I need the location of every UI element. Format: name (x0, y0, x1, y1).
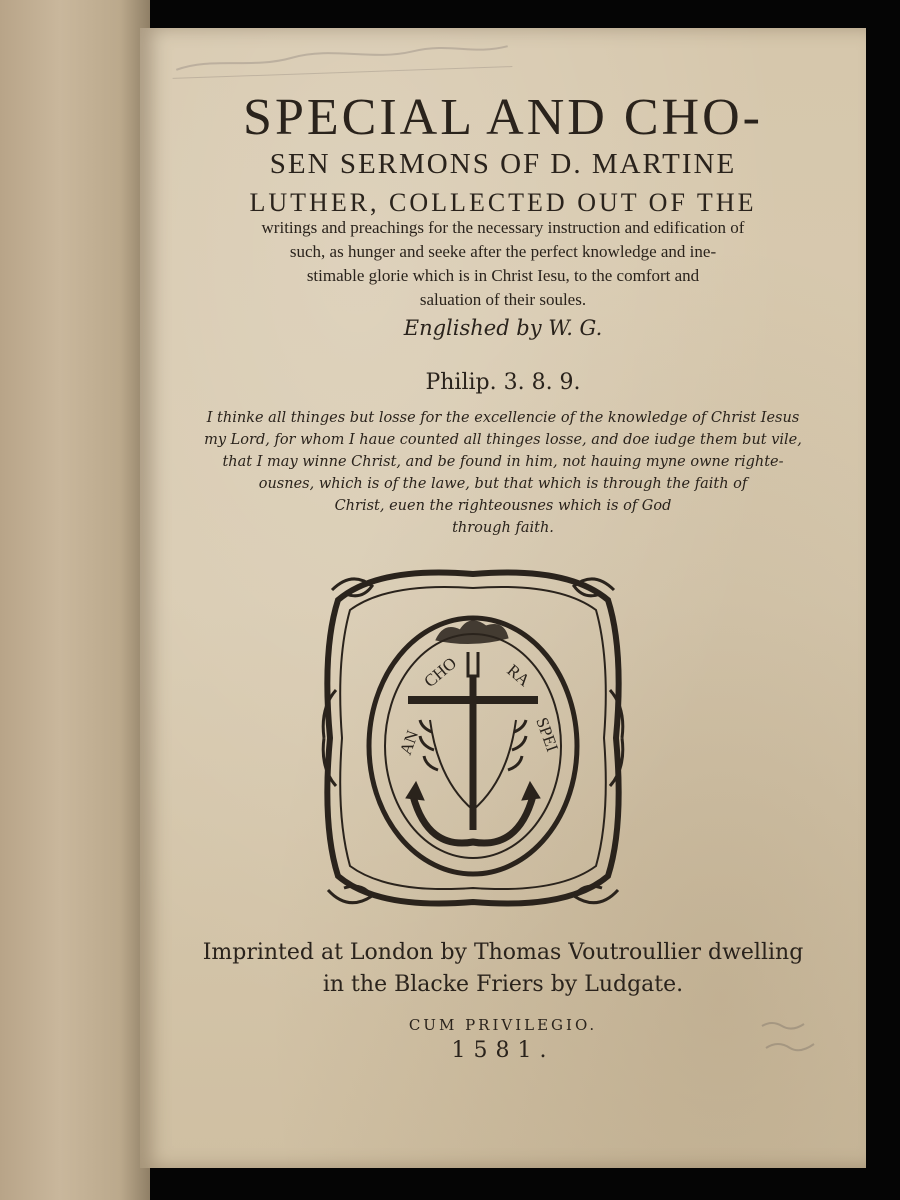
title-line-5: such, as hunger and seeke after the perfect knowledge and ine- (289, 242, 717, 261)
faded-ink-inscription (172, 38, 513, 79)
publication-year: 1581. (451, 1038, 555, 1063)
emblem-text-ra: RA (503, 660, 534, 691)
imprint-line-2: in the Blacke Friers by Ludgate. (322, 972, 684, 997)
quote-line-5: Christ, euen the righteousnes which is of God (334, 498, 672, 514)
quote-line-1: I thinke all thinges but losse for the excellencie of the knowledge of Christ Iesus (206, 410, 800, 426)
quote-line-4: ousnes, which is of the lawe, but that which is through the faith of (258, 476, 748, 492)
title-line-4: writings and preachings for the necessary instruction and edification of (261, 218, 745, 237)
imprint-line-1: Imprinted at London by Thomas Voutroullier dwelling (202, 940, 804, 965)
translator-credit: Englished by W. G. (403, 316, 603, 340)
quote-line-2: my Lord, for whom I haue counted all thinges losse, and doe iudge them but vile, (204, 432, 802, 448)
title-line-6: stimable glorie which is in Christ Iesu, to the comfort and (306, 266, 700, 285)
title-line-1: SPECIAL AND CHO- (243, 89, 763, 146)
quote-line-3: that I may winne Christ, and be found in him, not hauing myne owne righte- (222, 454, 784, 470)
scripture-reference: Philip. 3. 8. 9. (425, 370, 581, 395)
title-page (140, 28, 866, 1168)
title-line-7: saluation of their soules. (419, 290, 587, 309)
quote-line-6: through faith. (452, 520, 554, 536)
title-line-2: SEN SERMONS OF D. MARTINE (269, 148, 737, 180)
emblem-text-cho: CHO (420, 653, 461, 692)
privilege-notice: CUM PRIVILEGIO. (408, 1016, 598, 1034)
faint-pencil-marks (756, 1014, 826, 1064)
title-line-3: LUTHER, COLLECTED OUT OF THE (249, 188, 757, 217)
facing-page (0, 0, 150, 1200)
printers-device-anchor-emblem (318, 560, 628, 916)
emblem-text-an: AN (395, 727, 423, 758)
emblem-text-spei: SPEI (532, 714, 563, 755)
